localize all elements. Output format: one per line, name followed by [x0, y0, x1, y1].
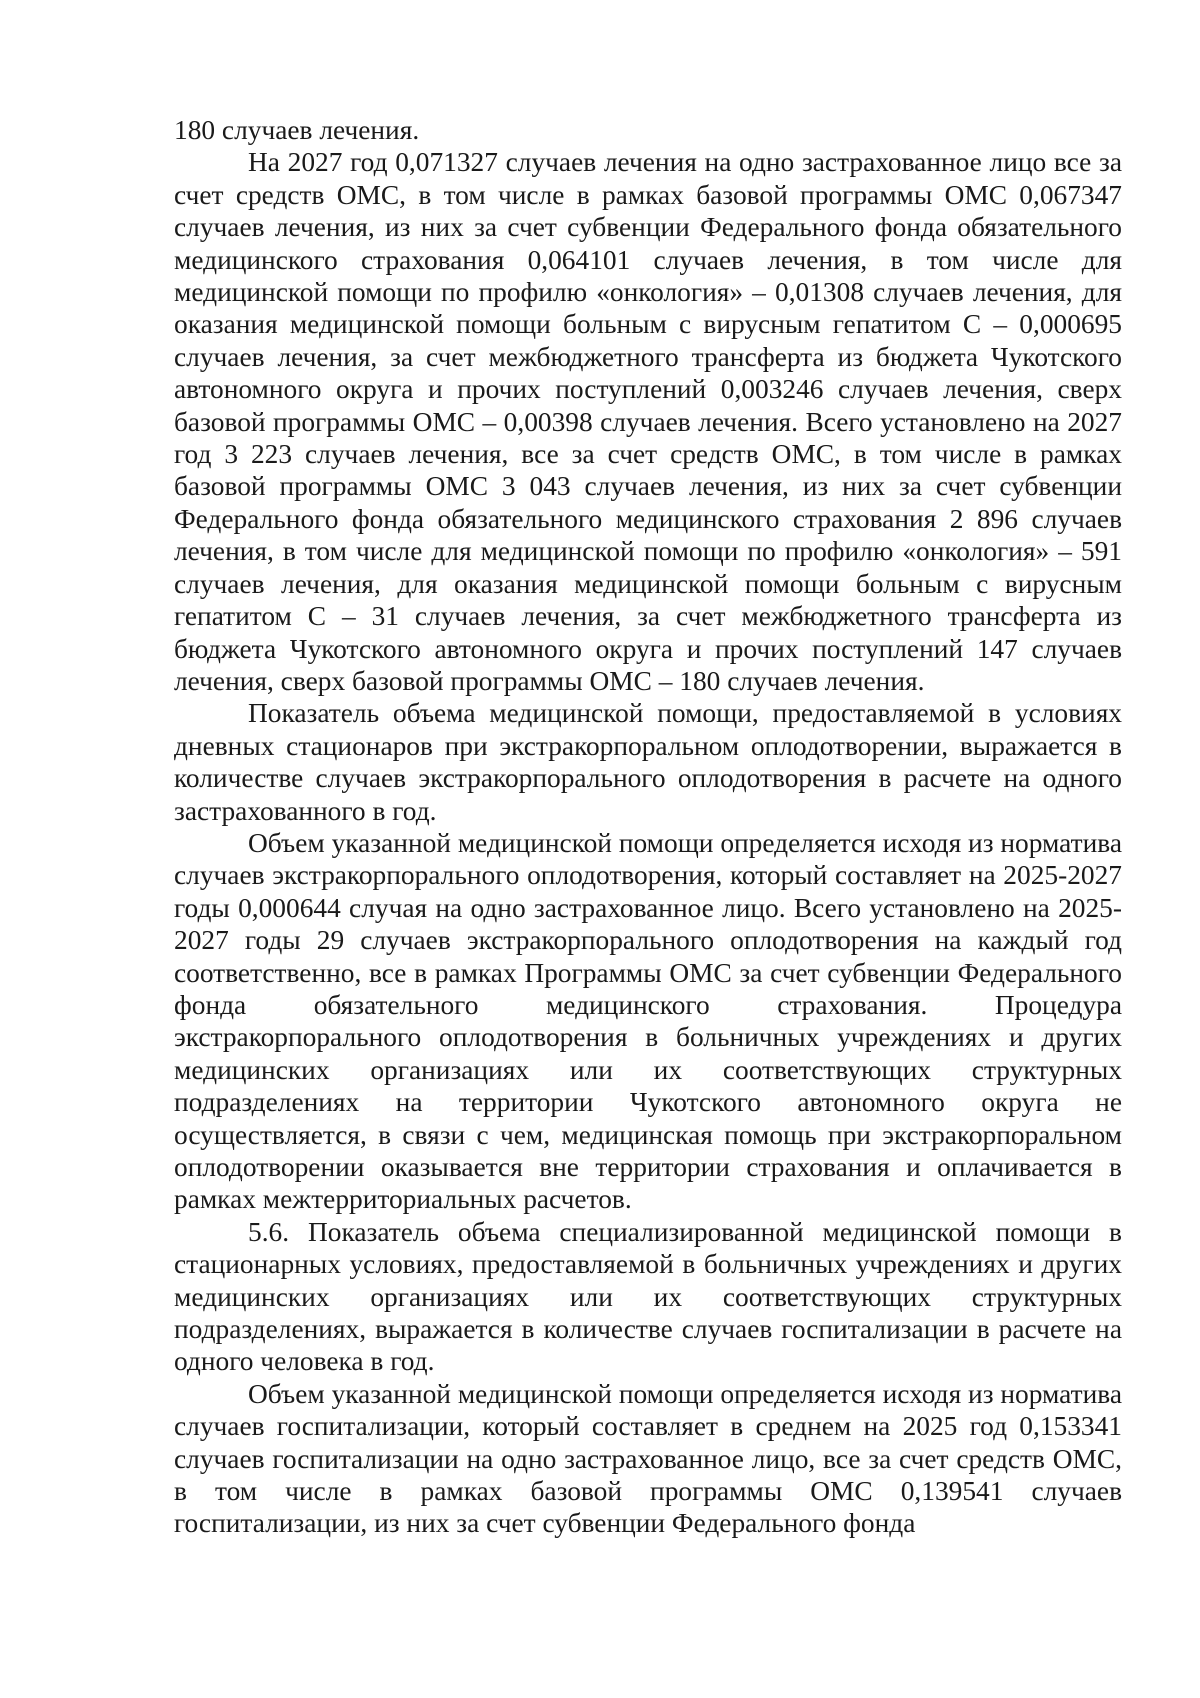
- paragraph-ivf-volume: Объем указанной медицинской помощи определяется исходя из норматива случаев экстракорпорального оплодотворения, который составляет на 2025-2027 годы 0,000644 случая на одно застрахованное лицо. Всего установлено на 2025-2027 годы 29 случаев экстракорпорального оплодотворения на каждый год соответственно, все в рамках Программы ОМС за счет субвенции Федерального фонда обязательного медицинского страхования. Процедура экстракорпорального оплодотворения в больничных учреждениях и других медицинских организациях или их соответствующих структурных подразделениях на территории Чукотского автономного округа не осуществляется, в связи с чем, медицинская помощь при экстракорпоральном оплодотворении оказывается вне территории страхования и оплачивается в рамках межтерриториальных расчетов.: [174, 827, 1122, 1215]
- paragraph-continuation: 180 случаев лечения.: [174, 115, 420, 145]
- paragraph-section-5-6: 5.6. Показатель объема специализированной медицинской помощи в стационарных условиях, предоставляемой в больничных учреждениях и других медицинских организациях или их соответствующих структурных подразделениях, выражается в количестве случаев госпитализации в расчете на одного человека в год.: [174, 1216, 1122, 1377]
- paragraph-hospitalization-volume: Объем указанной медицинской помощи определяется исходя из норматива случаев госпитализации, который составляет в среднем на 2025 год 0,153341 случаев госпитализации на одно застрахованное лицо, все за счет средств ОМС, в том числе в рамках базовой программы ОМС 0,139541 случаев госпитализации, из них за счет субвенции Федерального фонда: [174, 1378, 1122, 1539]
- document-body: [174, 114, 1122, 1540]
- paragraph-2027-treatment-cases: На 2027 год 0,071327 случаев лечения на одно застрахованное лицо все за счет средств ОМС, в том числе в рамках базовой программы ОМС 0,067347 случаев лечения, из них за счет субвенции Федерального фонда обязательного медицинского страхования 0,064101 случаев лечения, в том числе для медицинской помощи по профилю «онкология» – 0,01308 случаев лечения, для оказания медицинской помощи больным с вирусным гепатитом С – 0,000695 случаев лечения, за счет межбюджетного трансферта из бюджета Чукотского автономного округа и прочих поступлений 0,003246 случаев лечения, сверх базовой программы ОМС – 0,00398 случаев лечения. Всего установлено на 2027 год 3 223 случаев лечения, все за счет средств ОМС, в том числе в рамках базовой программы ОМС 3 043 случаев лечения, из них за счет субвенции Федерального фонда обязательного медицинского страхования 2 896 случаев лечения, в том числе для медицинской помощи по профилю «онкология» – 591 случаев лечения, для оказания медицинской помощи больным с вирусным гепатитом С – 31 случаев лечения, за счет межбюджетного трансферта из бюджета Чукотского автономного округа и прочих поступлений 147 случаев лечения, сверх базовой программы ОМС – 180 случаев лечения.: [174, 147, 1122, 696]
- paragraph-ivf-indicator: Показатель объема медицинской помощи, предоставляемой в условиях дневных стационаров при экстракорпоральном оплодотворении, выражается в количестве случаев экстракорпорального оплодотворения в расчете на одного застрахованного в год.: [174, 698, 1122, 826]
